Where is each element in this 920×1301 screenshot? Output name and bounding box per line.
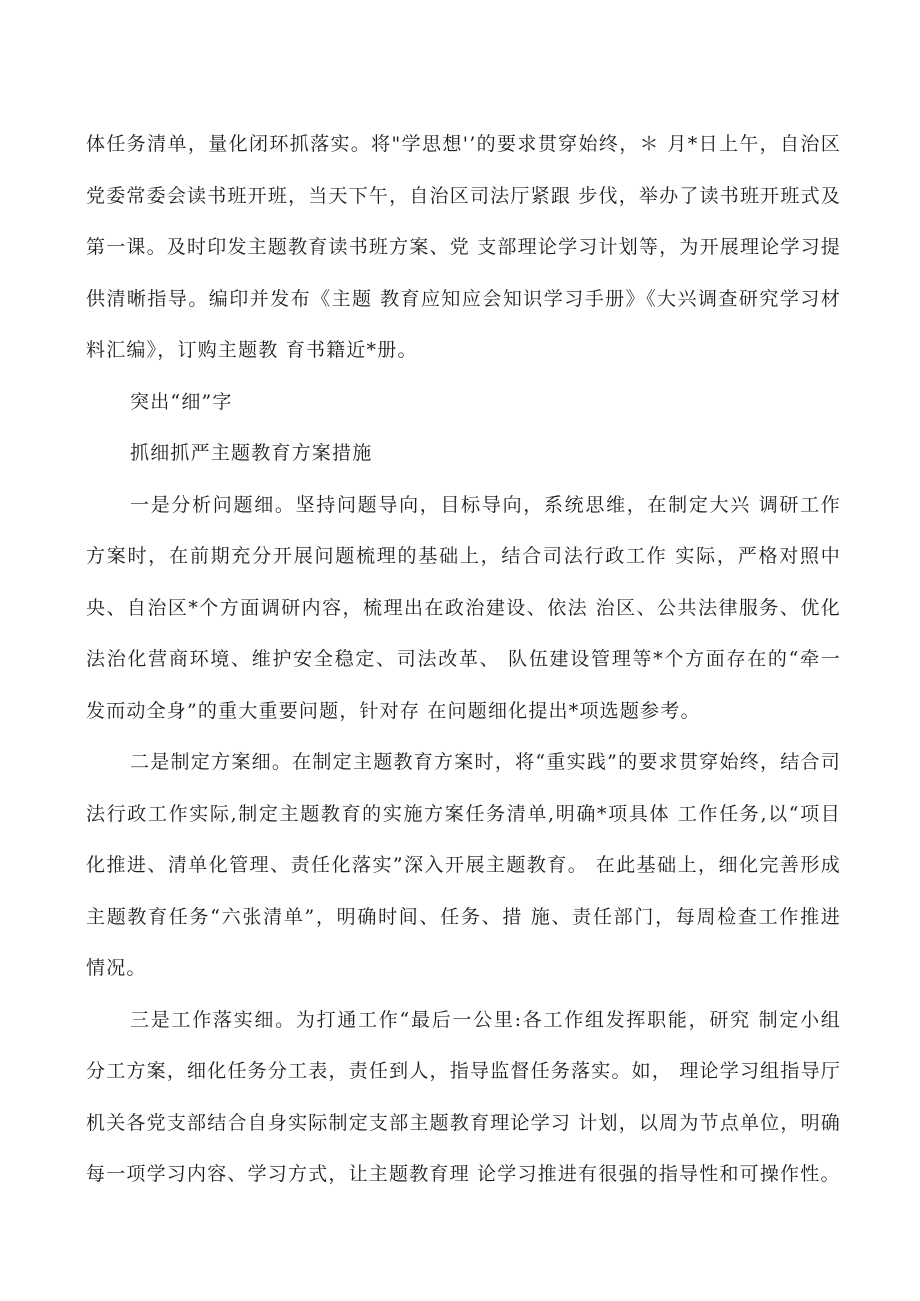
section-subheading: 抓细抓严主题教育方案措施 <box>130 442 373 464</box>
paragraph-work-implementation: 三是工作落实细。为打通工作“最后一公里:各工作组发挥职能，研究 制定小组分工方案，细化任务分工表，责任到人，指导监督任务落实。如， 理论学习组指导厅机关各党支部结合自身实际制定支部主题教育理论学习 计划，以周为节点单位，明确每一项学习内容、学习方式，让主题教育理 论学习推进有很强的指导性和可操作性。 <box>86 1008 841 1185</box>
paragraph-plan-formulation: 二是制定方案细。在制定主题教育方案时，将“重实践”的要求贯穿始终，结合司法行政工作实际,制定主题教育的实施方案任务清单,明确*项具体 工作任务,以“项目化推进、清单化管理、责任化落实”深入开展主题教育。 在此基础上，细化完善形成主题教育任务“六张清单”，明确时间、任务、措 施、责任部门，每周检查工作推进情况。 <box>86 751 841 979</box>
section-heading-xi: 突出“细”字 <box>130 390 233 413</box>
document-body <box>86 119 841 1201</box>
paragraph-problem-analysis: 一是分析问题细。坚持问题导向，目标导向，系统思维，在制定大兴 调研工作方案时，在前期充分开展问题梳理的基础上，结合司法行政工作 实际，严格对照中央、自治区*个方面调研内容，梳理出在政治建设、依法 治区、公共法律服务、优化法治化营商环境、维护安全稳定、司法改革、 队伍建设管理等*个方面存在的“牵一发而动全身”的重大重要问题，针对存 在问题细化提出*项选题参考。 <box>86 493 841 722</box>
paragraph-continuation: 体任务清单，量化闭环抓落实。将"学思想'’的要求贯穿始终，＊ 月*日上午，自治区党委常委会读书班开班，当天下午，自治区司法厅紧跟 步伐，举办了读书班开班式及第一课。及时印发主题教育读书班方案、党 支部理论学习计划等，为开展理论学习提供清晰指导。编印并发布《主题 教育应知应会知识学习手册》《大兴调查研究学习材料汇编》，订购主题教 育书籍近*册。 <box>86 133 841 361</box>
